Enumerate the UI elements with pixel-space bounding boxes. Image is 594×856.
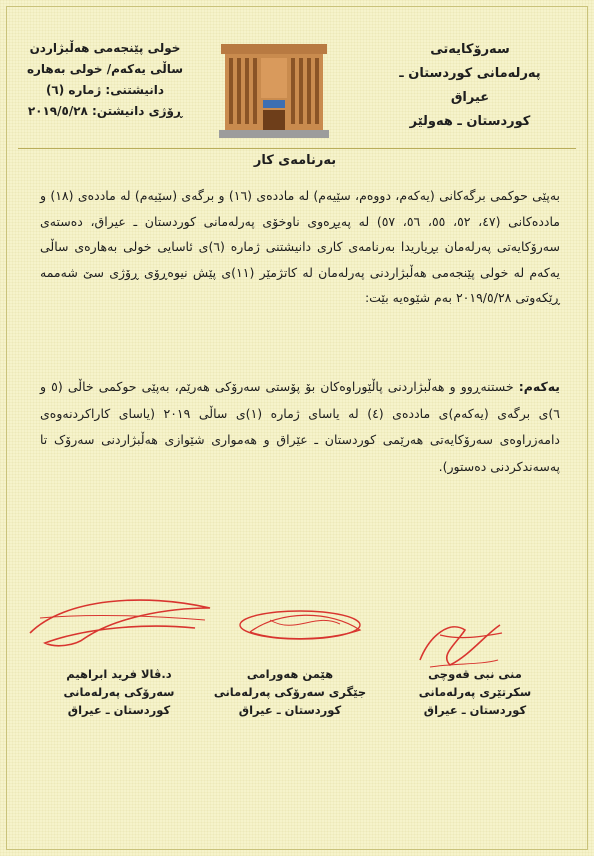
speaker-signature bbox=[25, 588, 215, 653]
session-number: دانیشتنی: ژمارە (٦) bbox=[45, 83, 165, 97]
parliament-building-logo bbox=[219, 40, 329, 140]
agenda-item-label: یەکەم: bbox=[518, 379, 560, 394]
secretary-signature-block bbox=[390, 665, 560, 719]
secretary-name: منی نبی قەوچی bbox=[428, 667, 522, 681]
speaker-signature-block bbox=[34, 665, 204, 719]
header-divider bbox=[18, 148, 576, 149]
speaker-role: سەرۆکی پەرلەمانی bbox=[63, 685, 175, 699]
institution-presidency: سەرۆکایەتی bbox=[430, 42, 510, 57]
session-date: ڕۆژی دانیشتن: ٢٠١٩/٥/٢٨ bbox=[27, 104, 183, 118]
session-term: خولی پێنجەمی هەڵبژاردن bbox=[29, 41, 181, 55]
secretary-role: سکرتێری پەرلەمانی bbox=[418, 685, 532, 699]
deputy-role: جێگری سەرۆکی پەرلەمانی bbox=[213, 685, 367, 699]
secretary-place: کوردستان ـ عیراق bbox=[423, 703, 527, 717]
institution-parliament: پەرلەمانی کوردستان ـ عیراق bbox=[399, 66, 541, 105]
agenda-intro-paragraph: بەپێی حوکمی برگەکانی (یەکەم، دووەم، سێیەم) لە ماددەی (١٦) و برگەی (سێیەم) لە ماددەی (١٨) و ماددەکانی (٤٧، ٥٢، ٥٥، ٥٦، ٥٧) لە پەیڕەوی ناوخۆی پەرلەمانی کوردستان ـ عیراق، دەستەی سەرۆکایەتی پەرلەمان بڕیاریدا بەرنامەی کاری دانیشتنی ژمارە (٦)ی ئاسایی خولی بەهارەی ساڵی یەکەم لە خولی پێنجەمی هەڵبژاردنی پەرلەمان لە کاتژمێر (١١)ی پێش نیوەڕۆی ڕۆژی سێ شەممە ڕێکەوتی ٢٠١٩/٥/٢٨ بەم شێوەیە بێت: bbox=[40, 188, 561, 306]
agenda-item-text: خستنەڕوو و هەڵبژاردنی پاڵێوراوەکان بۆ پۆستی سەرۆکی هەرێم، بەپێی حوکمی خاڵی (٥ و ٦)ی برگەی (یەکەم)ی ماددەی (٤) لە یاسای ژمارە (١)ی ساڵی ٢٠١٩ (یاسای کاراکردنەوەی دامەزراوەی سەرۆکایەتی هەرێمی کوردستان ـ عێراق و هەمواری شێوازی هەڵبژاردنی سەرۆک تا پەسەندکردنی دەستور). bbox=[40, 379, 560, 474]
agenda-item-1 bbox=[40, 374, 560, 480]
institution-location: کوردستان ـ هەولێر bbox=[409, 114, 531, 129]
institution-header bbox=[390, 38, 550, 134]
deputy-name: هێمن هەورامی bbox=[246, 667, 334, 681]
speaker-place: کوردستان ـ عیراق bbox=[67, 703, 171, 717]
deputy-speaker-signature bbox=[220, 600, 380, 655]
deputy-place: کوردستان ـ عیراق bbox=[238, 703, 342, 717]
deputy-signature-block bbox=[205, 665, 375, 719]
speaker-name: د.ڤالا فرید ابراهیم bbox=[66, 667, 172, 681]
session-year: ساڵی یەکەم/ خولی بەهارە bbox=[26, 62, 184, 76]
document-title: بەرنامەی کار bbox=[253, 153, 337, 168]
session-info-header bbox=[20, 38, 190, 122]
